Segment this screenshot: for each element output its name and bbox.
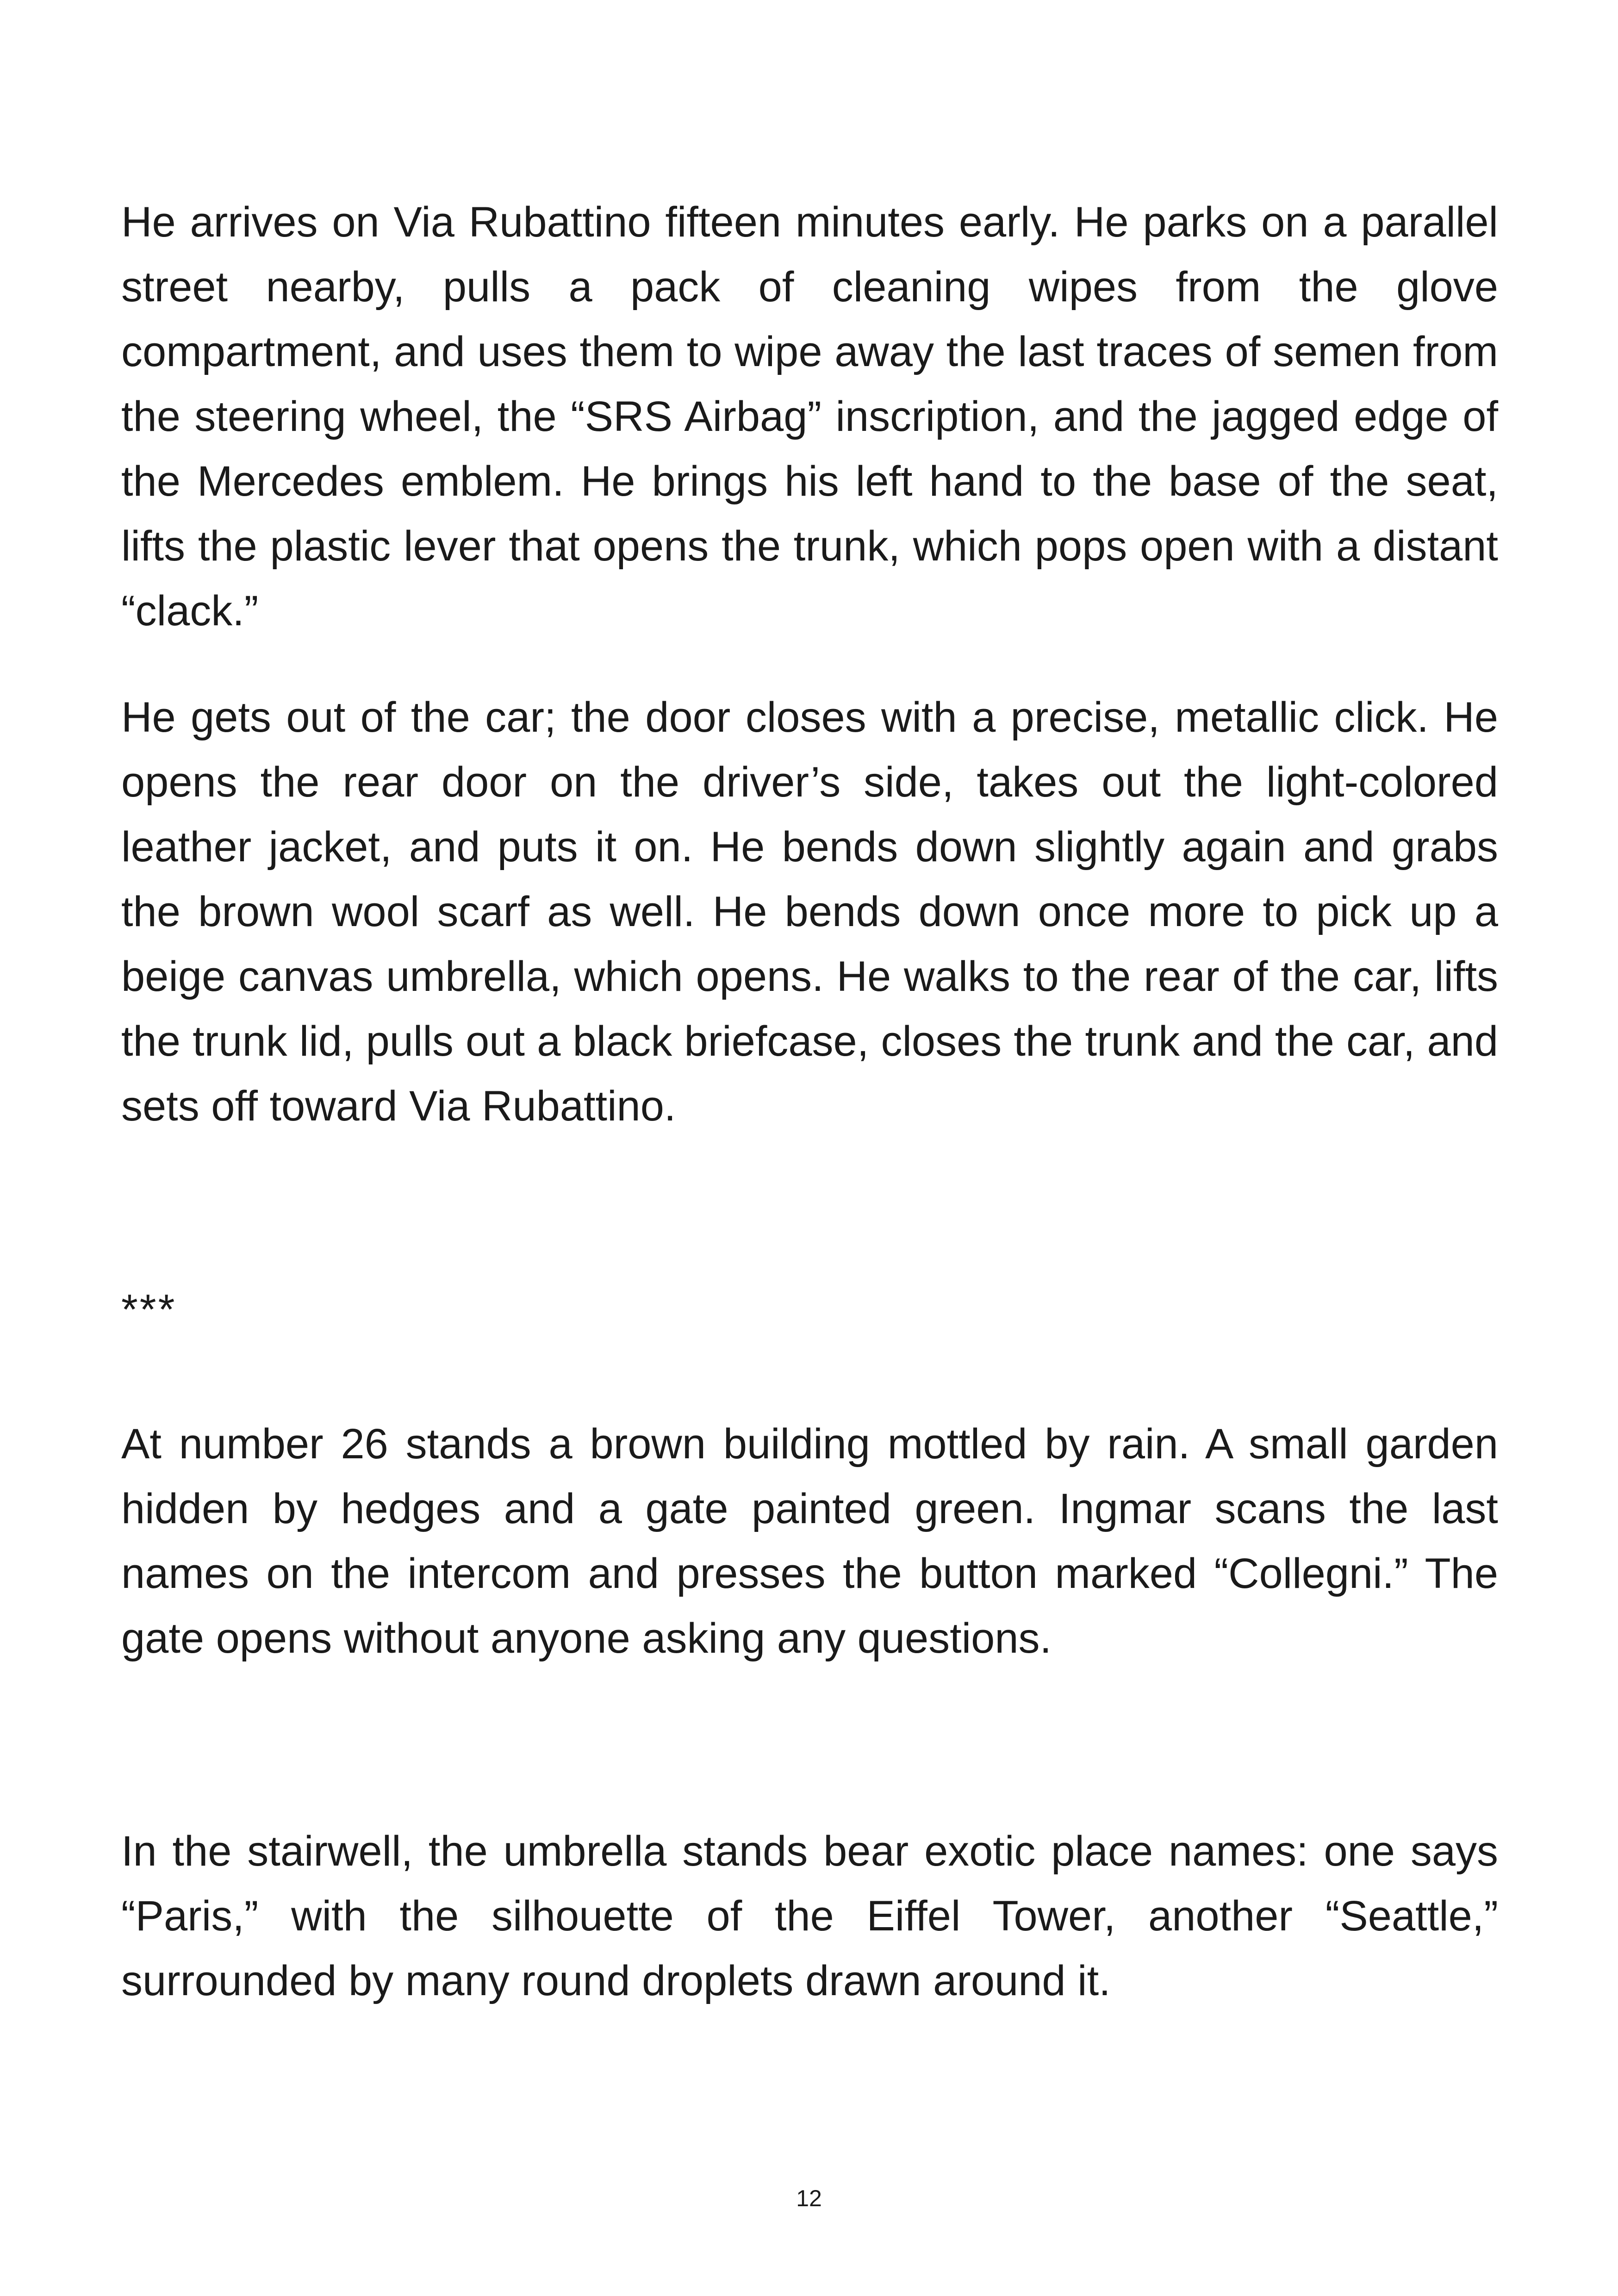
- paragraph-3: At number 26 stands a brown building mottled by rain. A small garden hidden by hedges and a gate painted green. Ingmar scans the last names on the intercom and presses the button marked “Collegni.” The gate opens without anyone asking any questions.: [121, 1420, 1498, 1662]
- page-number: 12: [796, 2185, 822, 2211]
- paragraph-2: He gets out of the car; the door closes with a precise, metallic click. He opens the rear door on the driver’s side, takes out the light-colored leather jacket, and puts it on. He bends down slightly again and grabs the brown wool scarf as well. He bends down once more to pick up a beige canvas umbrella, which opens. He walks to the rear of the car, lifts the trunk lid, pulls out a black briefcase, closes the trunk and the car, and sets off toward Via Rubattino.: [121, 694, 1498, 1130]
- paragraph-1: He arrives on Via Rubattino fifteen minutes early. He parks on a parallel street nearby, pulls a pack of cleaning wipes from the glove compartment, and uses them to wipe away the last traces of semen from the steering wheel, the “SRS Airbag” inscription, and the jagged edge of the Mercedes emblem. He brings his left hand to the base of the seat, lifts the plastic lever that opens the trunk, which pops open with a distant “clack.”: [121, 199, 1498, 635]
- paragraph-4: In the stairwell, the umbrella stands bear exotic place names: one says “Paris,” with the silhouette of the Eiffel Tower, another “Seattle,” surrounded by many round droplets drawn around it.: [121, 1828, 1498, 2004]
- section-break: ***: [121, 1286, 177, 1333]
